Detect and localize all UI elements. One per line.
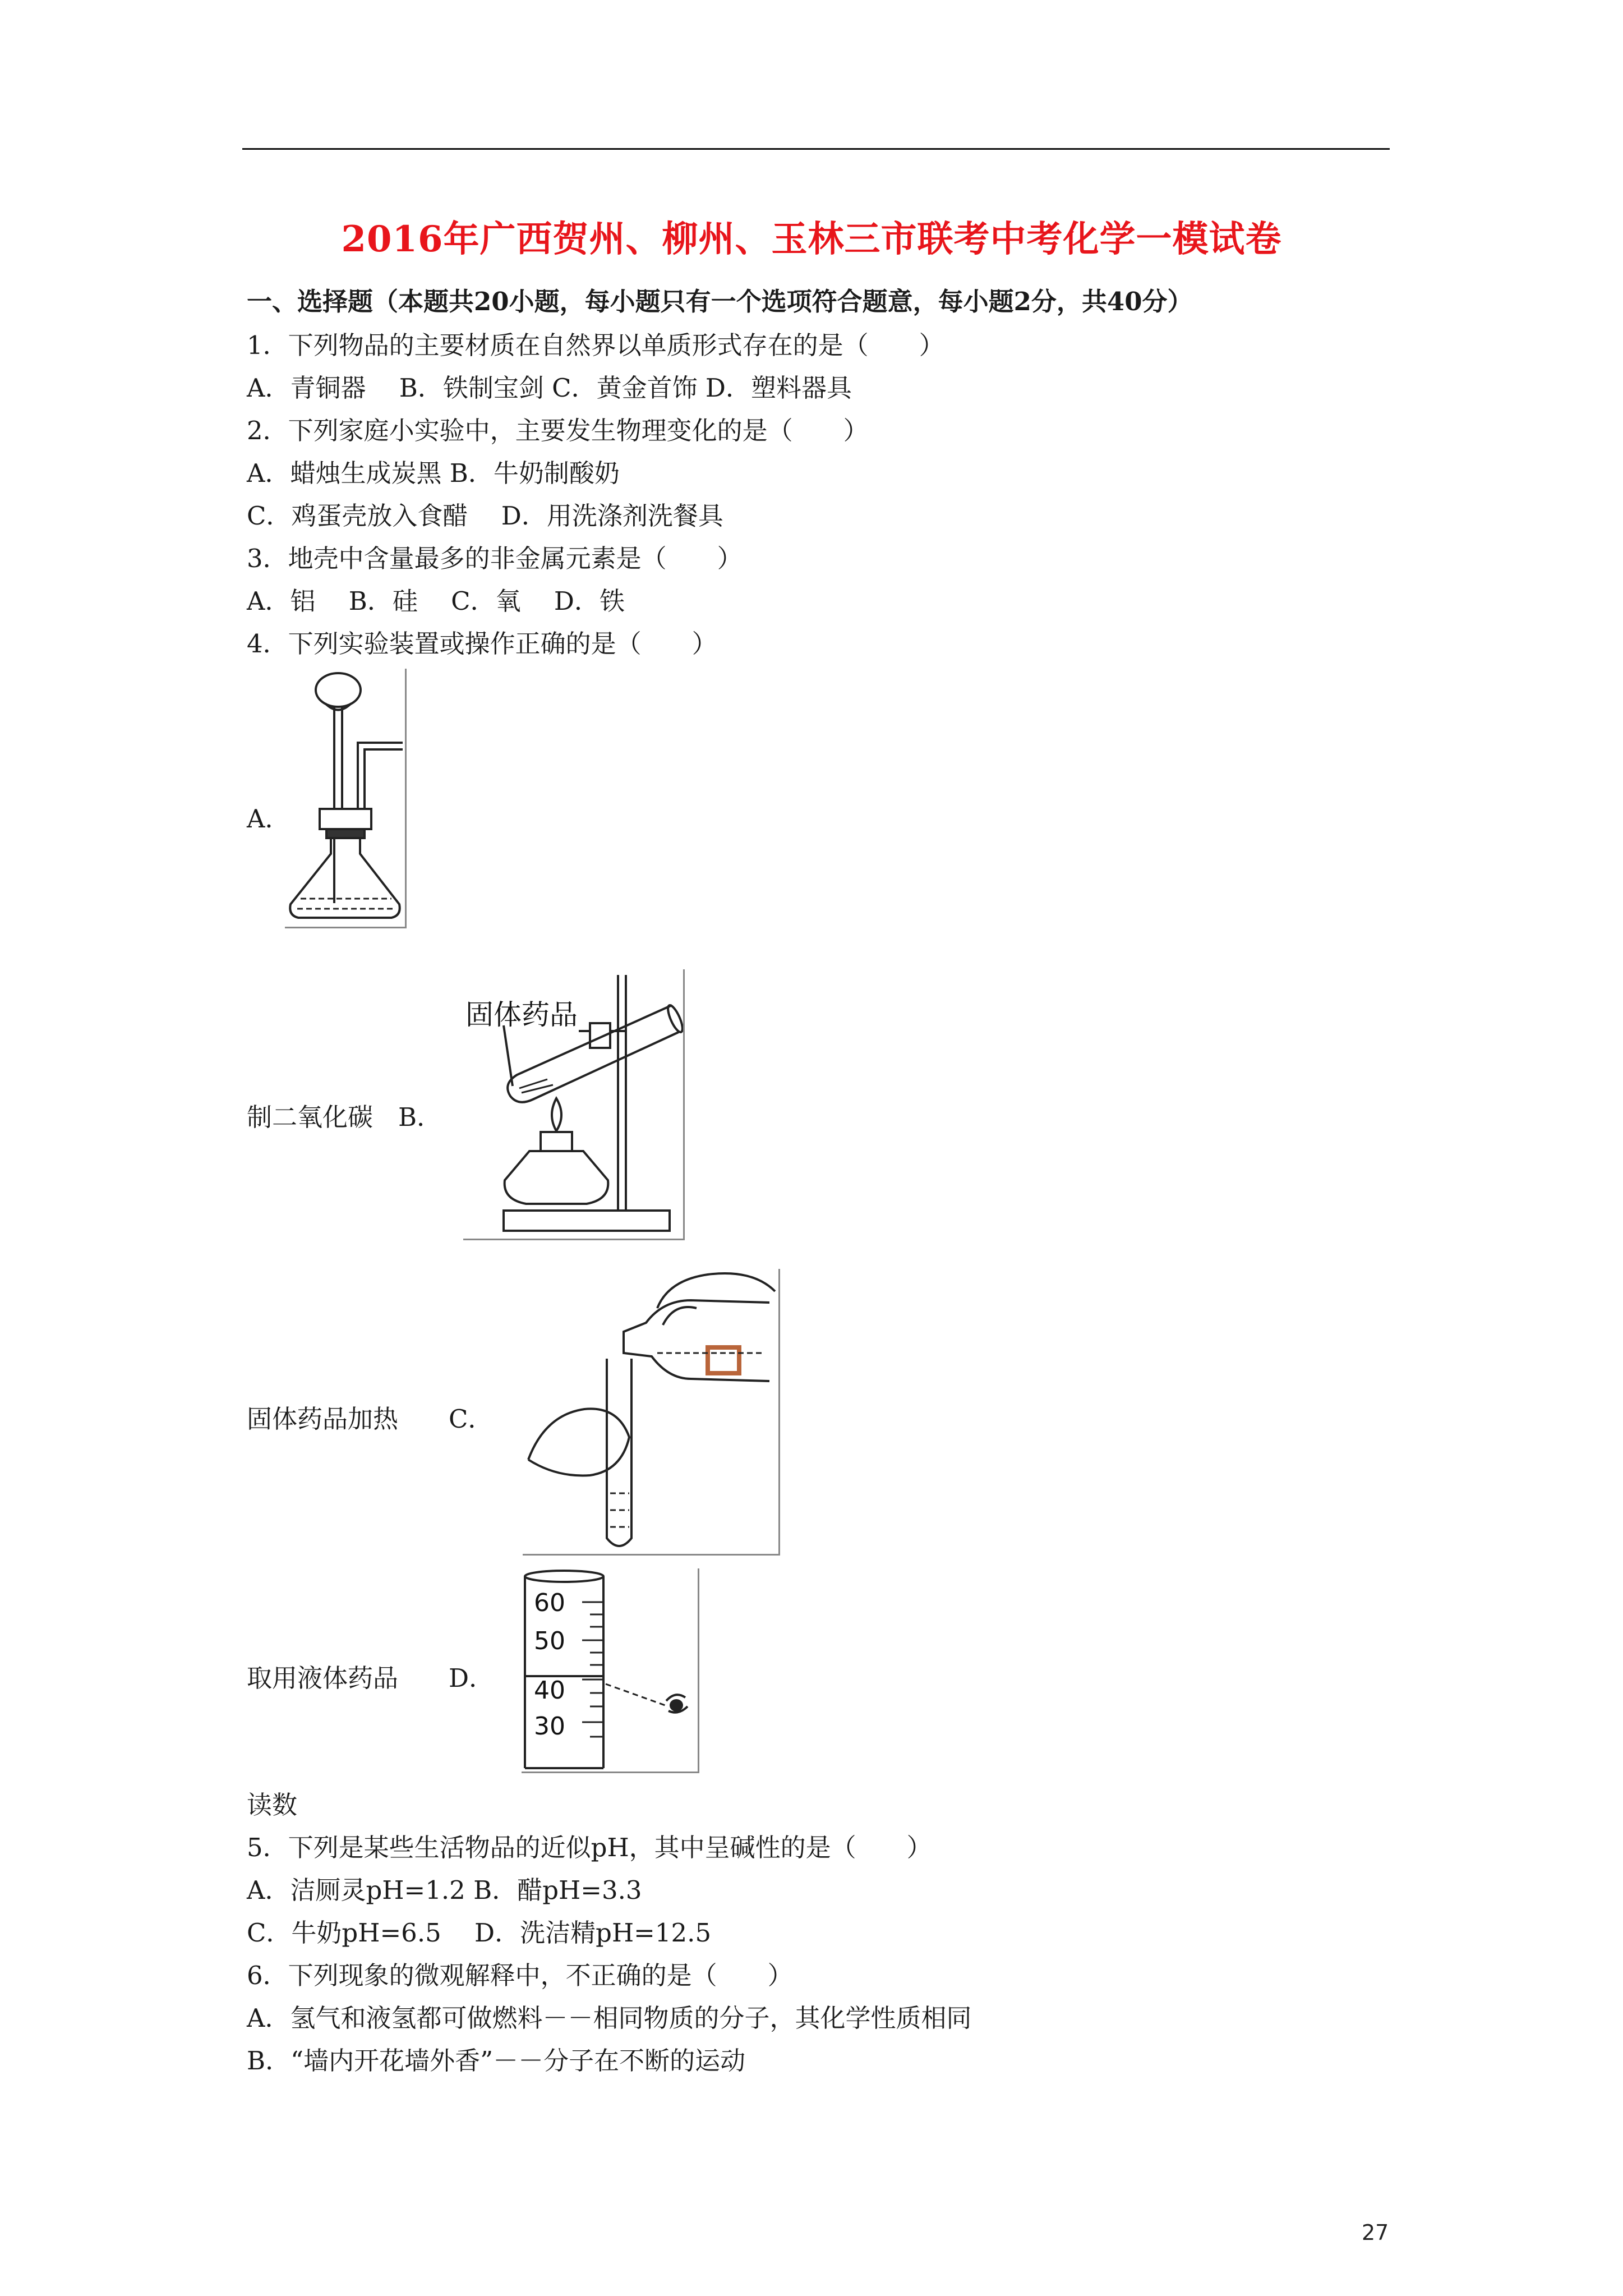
question-4-option-a-label: A． bbox=[247, 804, 291, 834]
figure-heating-solid bbox=[463, 969, 685, 1240]
question-5-stem: 5．下列是某些生活物品的近似pH，其中呈碱性的是（ ） bbox=[247, 1833, 932, 1862]
question-6-stem: 6．下列现象的微观解释中，不正确的是（ ） bbox=[247, 1961, 793, 1990]
cylinder-tick-30: 30 bbox=[534, 1712, 565, 1741]
header-rule bbox=[242, 148, 1390, 150]
question-1-stem: 1．下列物品的主要材质在自然界以单质形式存在的是（ ） bbox=[247, 330, 944, 360]
page-number: 27 bbox=[1362, 2220, 1389, 2245]
question-3-stem: 3．地壳中含量最多的非金属元素是（ ） bbox=[247, 544, 743, 573]
question-4-caption-b-option-c: 固体药品加热 C． bbox=[247, 1404, 494, 1434]
question-4-caption-c-option-d: 取用液体药品 D． bbox=[247, 1663, 495, 1693]
figure-b-label: 固体药品 bbox=[465, 999, 578, 1031]
question-1-options: A．青铜器 B．铁制宝剑 C．黄金首饰 D．塑料器具 bbox=[247, 373, 852, 403]
cylinder-tick-50: 50 bbox=[534, 1627, 565, 1655]
question-5-options-row-1: A．洁厕灵pH=1.2 B．醋pH=3.3 bbox=[247, 1875, 642, 1905]
question-5-options-row-2: C．牛奶pH=6.5 D．洗洁精pH=12.5 bbox=[247, 1918, 712, 1948]
question-4-caption-a-option-b: 制二氧化碳 B． bbox=[247, 1102, 442, 1132]
question-2-options-row-2: C．鸡蛋壳放入食醋 D．用洗涤剂洗餐具 bbox=[247, 501, 723, 531]
question-3-options: A．铝 B．硅 C．氧 D．铁 bbox=[247, 586, 625, 616]
page-title: 2016年广西贺州、柳州、玉林三市联考中考化学一模试卷 bbox=[341, 218, 1282, 260]
figure-flask-apparatus bbox=[285, 669, 407, 928]
cylinder-tick-40: 40 bbox=[534, 1676, 565, 1705]
question-2-options-row-1: A．蜡烛生成炭黑 B．牛奶制酸奶 bbox=[247, 458, 620, 488]
figure-graduated-cylinder bbox=[522, 1568, 699, 1773]
question-2-stem: 2．下列家庭小实验中，主要发生物理变化的是（ ） bbox=[247, 416, 869, 445]
question-4-stem: 4．下列实验装置或操作正确的是（ ） bbox=[247, 629, 717, 659]
question-6-option-a: A．氢气和液氢都可做燃料－－相同物质的分子，其化学性质相同 bbox=[247, 2003, 972, 2033]
cylinder-tick-60: 60 bbox=[534, 1589, 565, 1617]
section-heading: 一、选择题（本题共20小题，每小题只有一个选项符合题意，每小题2分，共40分） bbox=[247, 287, 1193, 316]
figure-pouring-liquid bbox=[523, 1269, 780, 1556]
question-4-caption-d: 读数 bbox=[247, 1790, 298, 1820]
question-6-option-b: B．“墙内开花墙外香”－－分子在不断的运动 bbox=[247, 2046, 746, 2076]
